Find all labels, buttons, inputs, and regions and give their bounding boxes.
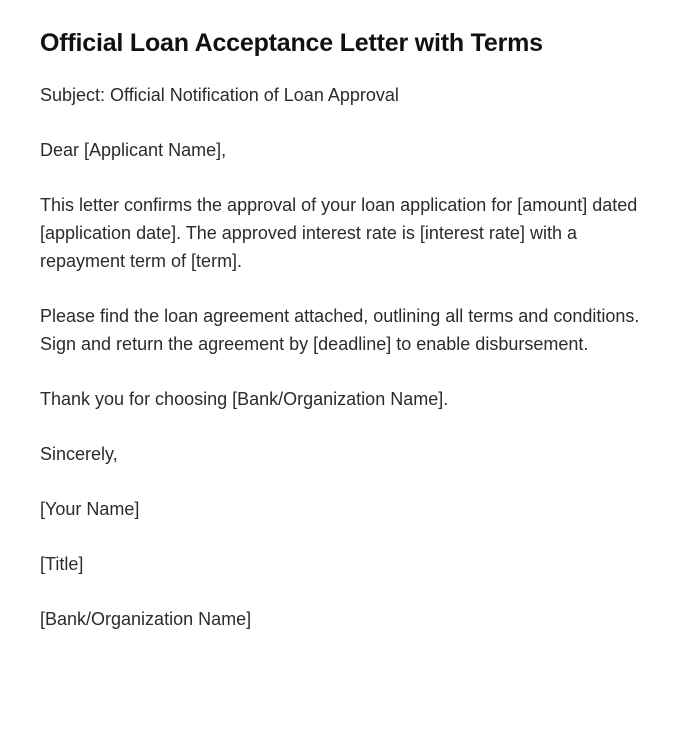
signature-name: [Your Name] [40,499,140,519]
closing-salutation: Sincerely, [40,444,118,464]
signature-block [40,440,640,633]
letter-body [40,136,640,413]
paragraph-agreement-instructions: Please find the loan agreement attached, outlining all terms and conditions. Sign and return the agreement by [deadline] to enable disbursement. [40,306,640,354]
paragraph-loan-approval-details: This letter confirms the approval of your loan application for [amount] dated [application date]. The approved interest rate is [interest rate] with a repayment term of [term]. [40,195,638,271]
subject-line: Subject: Official Notification of Loan Approval [40,85,399,105]
signature-organization: [Bank/Organization Name] [40,609,252,629]
salutation: Dear [Applicant Name], [40,140,227,160]
signature-title: [Title] [40,554,84,574]
paragraph-thank-you: Thank you for choosing [Bank/Organization Name]. [40,389,449,409]
page-title: Official Loan Acceptance Letter with Terms [40,29,543,57]
